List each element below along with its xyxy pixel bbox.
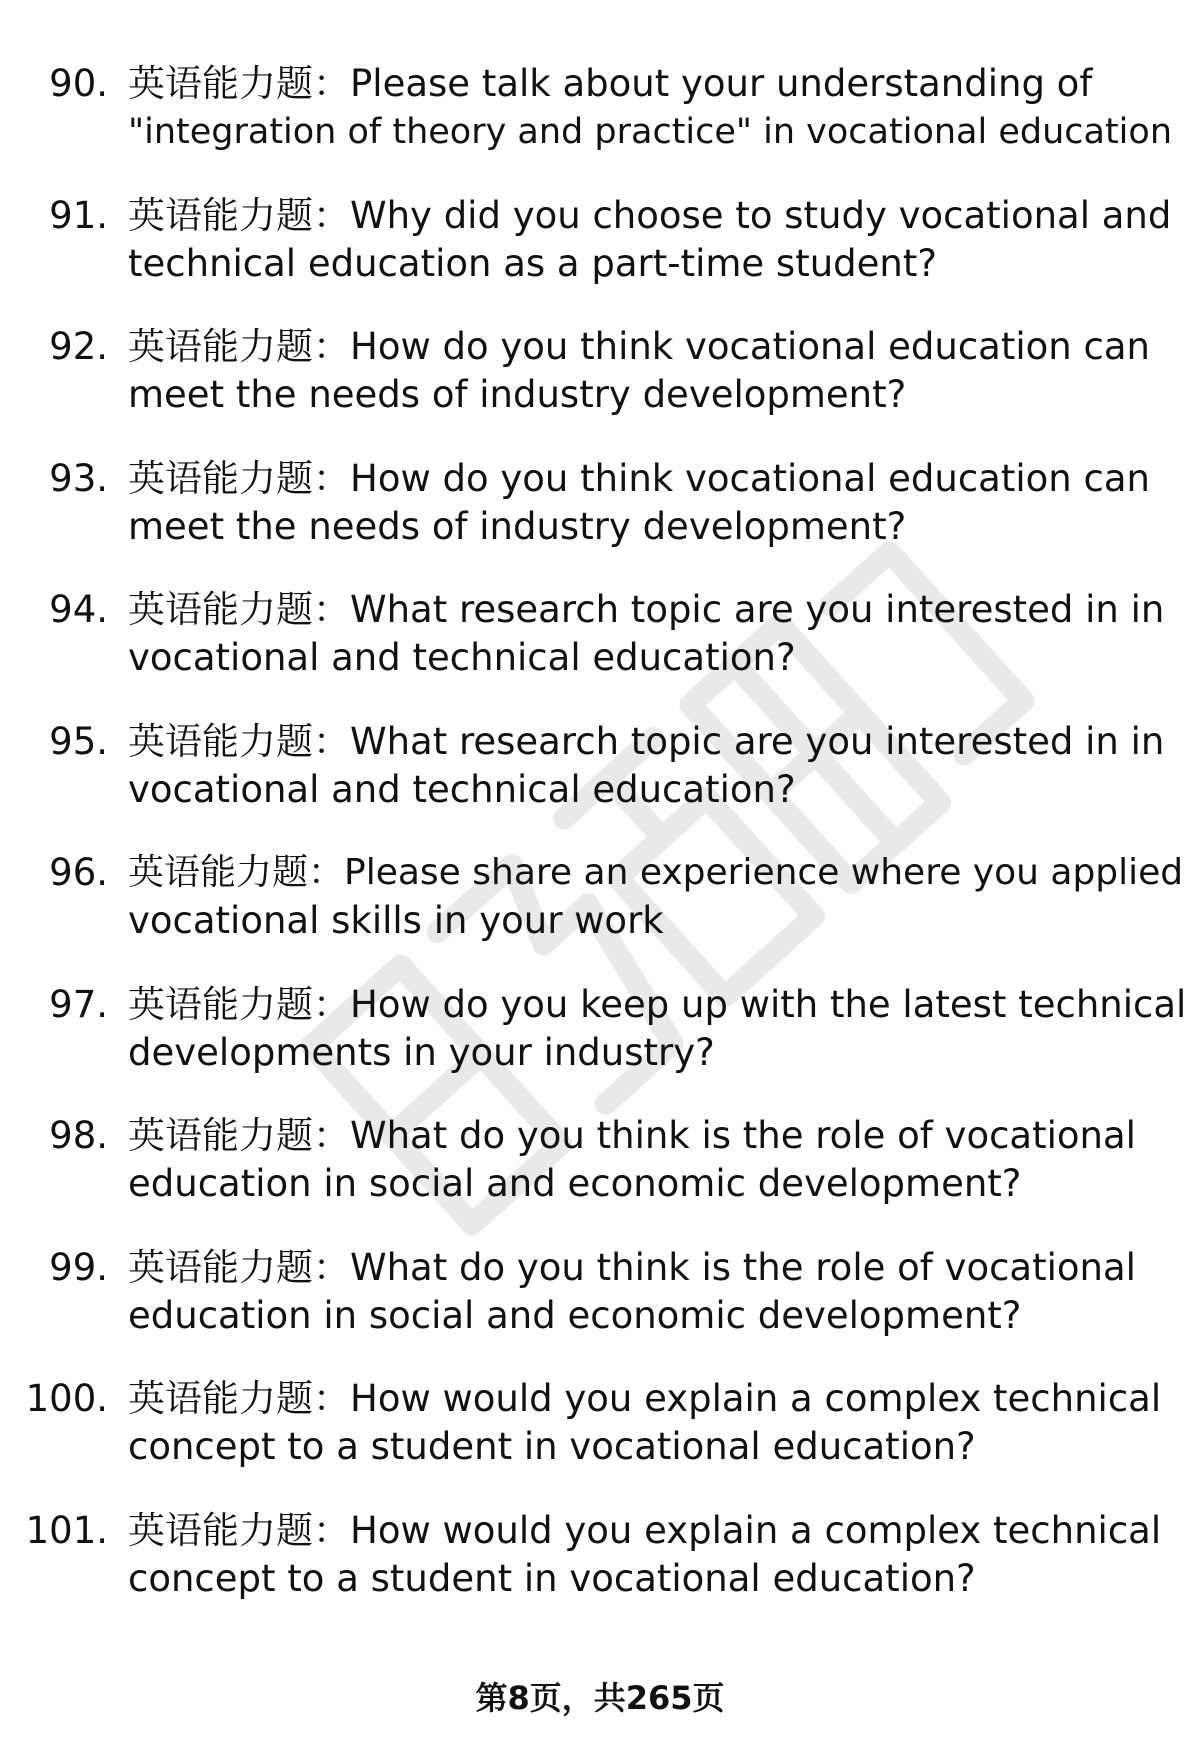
question-line: 英语能力题：Why did you choose to study vocational and bbox=[128, 193, 1172, 237]
question-item bbox=[0, 323, 1200, 455]
question-line: "integration of theory and practice" in vocational education bbox=[128, 112, 1173, 152]
question-line: 英语能力题：How do you keep up with the latest technical bbox=[128, 982, 1187, 1026]
question-line: 英语能力题：What do you think is the role of vocational bbox=[128, 1114, 1136, 1157]
question-list bbox=[0, 60, 1200, 1638]
question-item bbox=[0, 455, 1200, 587]
question-line: 英语能力题：What research topic are you interested in in bbox=[128, 719, 1165, 763]
question-text bbox=[128, 586, 1188, 682]
page-footer: 第8页，共265页 bbox=[475, 1679, 725, 1717]
question-item bbox=[0, 849, 1200, 981]
question-item bbox=[0, 1112, 1200, 1244]
question-line: 英语能力题：What do you think is the role of vocational bbox=[128, 1245, 1136, 1289]
question-text bbox=[128, 1507, 1188, 1603]
question-text bbox=[128, 1244, 1188, 1340]
question-text bbox=[128, 60, 1188, 156]
question-line: meet the needs of industry development? bbox=[128, 504, 907, 548]
question-line: 英语能力题：How would you explain a complex technical bbox=[128, 1508, 1162, 1552]
question-number: 101. bbox=[25, 1508, 108, 1552]
question-line: 英语能力题：How would you explain a complex technical bbox=[128, 1377, 1162, 1420]
question-text bbox=[128, 849, 1188, 945]
question-number: 91. bbox=[49, 193, 108, 237]
question-line: technical education as a part-time student? bbox=[128, 241, 938, 285]
question-line: 英语能力题：How do you think vocational education can bbox=[128, 456, 1150, 500]
question-item bbox=[0, 1507, 1200, 1639]
question-number: 90. bbox=[49, 62, 108, 105]
question-number: 92. bbox=[49, 325, 108, 368]
question-item bbox=[0, 192, 1200, 324]
question-line: vocational skills in your work bbox=[128, 899, 664, 942]
question-text bbox=[128, 192, 1188, 288]
question-text bbox=[128, 1375, 1188, 1471]
question-line: 英语能力题：What research topic are you interested in in bbox=[128, 588, 1165, 631]
question-text bbox=[128, 455, 1188, 551]
question-line: education in social and economic development? bbox=[128, 1162, 1022, 1205]
question-number: 96. bbox=[49, 851, 108, 894]
question-number: 95. bbox=[49, 719, 108, 763]
question-line: vocational and technical education? bbox=[128, 767, 796, 811]
question-number: 98. bbox=[49, 1114, 108, 1157]
question-number: 97. bbox=[49, 982, 108, 1026]
question-item bbox=[0, 981, 1200, 1113]
question-text bbox=[128, 323, 1188, 419]
question-number: 94. bbox=[49, 588, 108, 631]
question-line: education in social and economic development? bbox=[128, 1293, 1022, 1337]
question-line: 英语能力题：How do you think vocational education can bbox=[128, 325, 1150, 368]
question-line: concept to a student in vocational education? bbox=[128, 1556, 976, 1600]
question-line: developments in your industry? bbox=[128, 1030, 715, 1074]
question-item bbox=[0, 60, 1200, 192]
question-item bbox=[0, 586, 1200, 718]
question-number: 93. bbox=[49, 456, 108, 500]
question-line: meet the needs of industry development? bbox=[128, 373, 907, 416]
question-number: 99. bbox=[49, 1245, 108, 1289]
question-item bbox=[0, 1375, 1200, 1507]
question-text bbox=[128, 718, 1188, 814]
question-number: 100. bbox=[25, 1377, 108, 1420]
question-text bbox=[128, 981, 1188, 1077]
question-line: 英语能力题：Please talk about your understanding of bbox=[128, 62, 1093, 105]
question-line: 英语能力题：Please share an experience where you applied bbox=[128, 852, 1184, 893]
question-item bbox=[0, 1244, 1200, 1376]
question-line: concept to a student in vocational education? bbox=[128, 1425, 976, 1468]
question-item bbox=[0, 718, 1200, 850]
question-text bbox=[128, 1112, 1188, 1208]
question-line: vocational and technical education? bbox=[128, 636, 796, 679]
